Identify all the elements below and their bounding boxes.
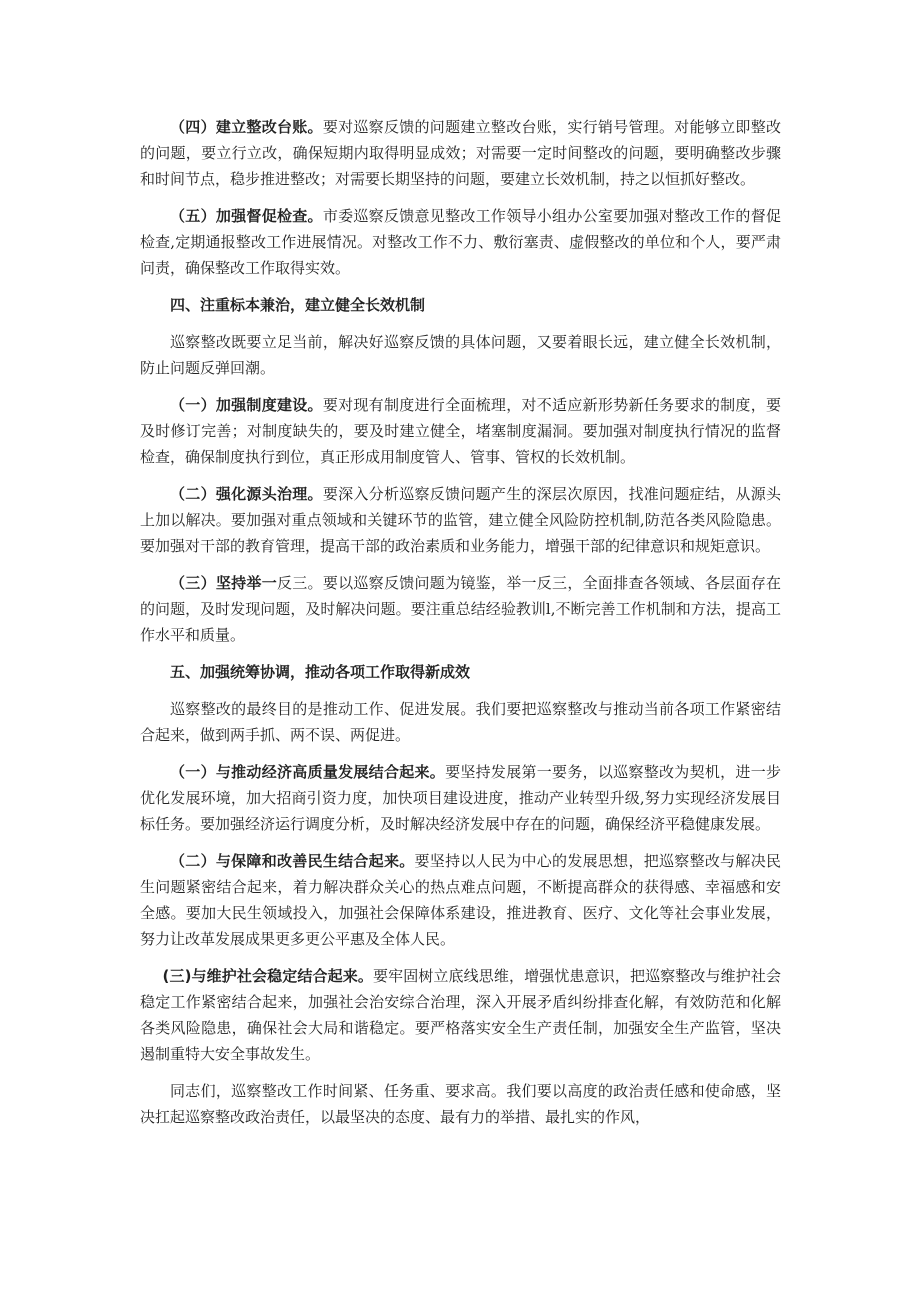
- paragraph-item-2: [140, 848, 781, 952]
- item-text: 要牢固树立底线思维，增强忧患意识，把巡察整改与维护社会稳定工作紧密结合起来，加强社会治安综合治理，深入开展矛盾纠纷排查化解，有效防范和化解各类风险隐患，确保社会大局和谐稳定。要严格落实安全生产责任制，加强安全生产监管，坚决遏制重特大安全事故发生。: [140, 967, 781, 1063]
- section-heading-4: 四、注重标本兼治，建立健全长效机制: [170, 296, 426, 314]
- item-lead: （三）坚持举一: [170, 574, 277, 592]
- paragraph-item-1: [140, 392, 781, 470]
- paragraph-item-3: [140, 570, 781, 648]
- item-text: 反三。要以巡察反馈问题为镜鉴，举一反三，全面排查各领域、各层面存在的问题，及时发现问题，及时解决问题。要注重总结经验教训l,不断完善工作机制和方法，提高工作水平和质量。: [140, 574, 781, 644]
- paragraph-item-3: [140, 963, 781, 1067]
- paragraph-item-2: [140, 481, 781, 559]
- paragraph-item-4: [140, 114, 781, 192]
- item-text: 要深入分析巡察反馈问题产生的深层次原因，找准问题症结，从源头上加以解决。要加强对重点领域和关键环节的监管，建立健全风险防控机制,防范各类风险隐患。要加强对干部的教育管理，提高干部的政治素质和业务能力，增强干部的纪律意识和规矩意识。: [140, 485, 781, 555]
- paragraph-body: 巡察整改的最终目的是推动工作、促进发展。我们要把巡察整改与推动当前各项工作紧密结合起来，做到两手抓、两不误、两促进。: [140, 700, 781, 744]
- paragraph-item-5: [140, 203, 781, 281]
- item-lead: （四）建立整改台账。: [170, 118, 323, 136]
- item-lead: (三)与维护社会稳定结合起来。: [162, 967, 373, 985]
- paragraph-body: 同志们，巡察整改工作时间紧、任务重、要求高。我们要以高度的政治责任感和使命感，坚决扛起巡察整改政治责任，以最坚决的态度、最有力的举措、最扎实的作风，: [140, 1082, 781, 1126]
- item-text: 市委巡察反馈意见整改工作领导小组办公室要加强对整改工作的督促检查,定期通报整改工作进展情况。对整改工作不力、敷衍塞责、虚假整改的单位和个人，要严肃问责，确保整改工作取得实效。: [140, 207, 781, 277]
- document-page: [140, 114, 781, 1141]
- item-lead: （一）加强制度建设。: [170, 396, 323, 414]
- item-lead: （五）加强督促检查。: [170, 207, 323, 225]
- paragraph-item-1: [140, 759, 781, 837]
- item-text: 要对巡察反馈的问题建立整改台账，实行销号管理。对能够立即整改的问题，要立行立改，确保短期内取得明显成效；对需要一定时间整改的问题，要明确整改步骤和时间节点，稳步推进整改；对需要长期坚持的问题，要建立长效机制，持之以恒抓好整改。: [140, 118, 781, 188]
- item-text: 要坚持发展第一要务，以巡察整改为契机，进一步优化发展环境，加大招商引资力度，加快项目建设进度，推动产业转型升级,努力实现经济发展目标任务。要加强经济运行调度分析，及时解决经济发展中存在的问题，确保经济平稳健康发展。: [140, 763, 781, 833]
- item-text: 要对现有制度进行全面梳理，对不适应新形势新任务要求的制度，要及时修订完善；对制度缺失的，要及时建立健全，堵塞制度漏洞。要加强对制度执行情况的监督检查，确保制度执行到位，真正形成用制度管人、管事、管权的长效机制。: [140, 396, 781, 466]
- section-heading-5: 五、加强统筹协调，推动各项工作取得新成效: [170, 663, 471, 681]
- item-lead: （一）与推动经济高质量发展结合起来。: [170, 763, 446, 781]
- item-lead: （二）与保障和改善民生结合起来。: [170, 852, 415, 870]
- item-text: 要坚持以人民为中心的发展思想，把巡察整改与解决民生问题紧密结合起来，着力解决群众关心的热点难点问题，不断提高群众的获得感、幸福感和安全感。要加大民生领域投入，加强社会保障体系建设，推进教育、医疗、文化等社会事业发展，努力让改革发展成果更多更公平惠及全体人民。: [140, 852, 781, 948]
- paragraph-body: 巡察整改既要立足当前，解决好巡察反馈的具体问题，又要着眼长远，建立健全长效机制，防止问题反弹回潮。: [140, 333, 781, 377]
- item-lead: （二）强化源头治理。: [170, 485, 323, 503]
